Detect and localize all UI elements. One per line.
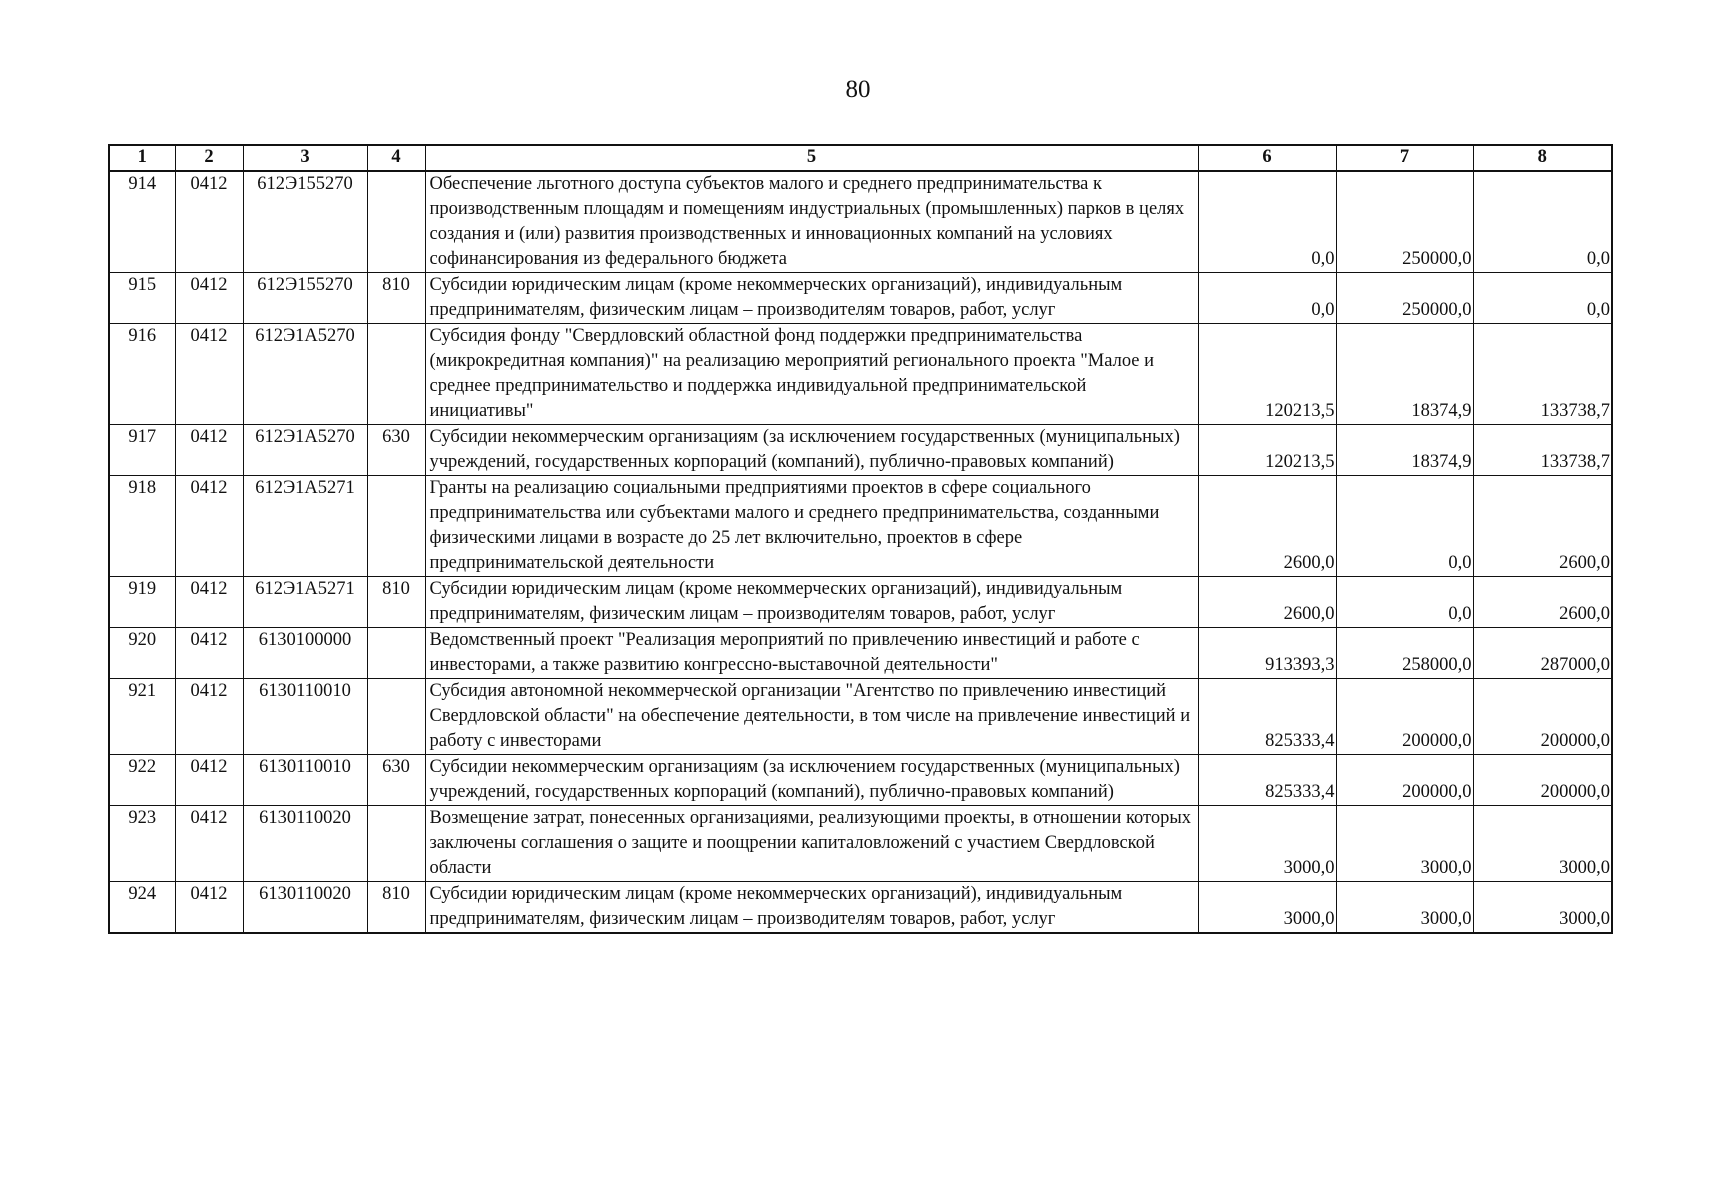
target-article-cell: 612Э1А5271 xyxy=(243,577,367,628)
amount-col8-cell: 0,0 xyxy=(1473,171,1612,273)
amount-col6-cell: 3000,0 xyxy=(1198,806,1336,882)
column-header: 5 xyxy=(425,145,1198,171)
table-row xyxy=(109,324,1612,425)
table-row xyxy=(109,755,1612,806)
target-article-cell: 612Э1А5270 xyxy=(243,425,367,476)
table-row xyxy=(109,882,1612,934)
amount-col7-cell: 250000,0 xyxy=(1336,273,1473,324)
table-row xyxy=(109,577,1612,628)
amount-col7-cell: 3000,0 xyxy=(1336,806,1473,882)
section-code-cell: 0412 xyxy=(175,273,243,324)
amount-col8-cell: 200000,0 xyxy=(1473,679,1612,755)
amount-col6-cell: 120213,5 xyxy=(1198,324,1336,425)
description-cell: Субсидии юридическим лицам (кроме некоммерческих организаций), индивидуальным предпринимателям, физическим лицам – производителям товаров, работ, услуг xyxy=(425,273,1198,324)
description-cell: Ведомственный проект "Реализация мероприятий по привлечению инвестиций и работе с инвесторами, а также развитию конгрессно-выставочной деятельности" xyxy=(425,628,1198,679)
amount-col6-cell: 825333,4 xyxy=(1198,679,1336,755)
section-code-cell: 0412 xyxy=(175,806,243,882)
target-article-cell: 6130110010 xyxy=(243,755,367,806)
target-article-cell: 612Э155270 xyxy=(243,171,367,273)
target-article-cell: 612Э1А5271 xyxy=(243,476,367,577)
amount-col6-cell: 2600,0 xyxy=(1198,577,1336,628)
target-article-cell: 612Э1А5270 xyxy=(243,324,367,425)
amount-col7-cell: 0,0 xyxy=(1336,476,1473,577)
table-row xyxy=(109,273,1612,324)
row-number-cell: 920 xyxy=(109,628,175,679)
amount-col8-cell: 133738,7 xyxy=(1473,425,1612,476)
amount-col7-cell: 200000,0 xyxy=(1336,755,1473,806)
row-number-cell: 918 xyxy=(109,476,175,577)
amount-col8-cell: 0,0 xyxy=(1473,273,1612,324)
target-article-cell: 6130110020 xyxy=(243,806,367,882)
amount-col8-cell: 3000,0 xyxy=(1473,806,1612,882)
amount-col7-cell: 0,0 xyxy=(1336,577,1473,628)
row-number-cell: 924 xyxy=(109,882,175,934)
amount-col6-cell: 2600,0 xyxy=(1198,476,1336,577)
amount-col8-cell: 133738,7 xyxy=(1473,324,1612,425)
amount-col6-cell: 825333,4 xyxy=(1198,755,1336,806)
description-cell: Возмещение затрат, понесенных организациями, реализующими проекты, в отношении которых заключены соглашения о защите и поощрении капиталовложений с участием Свердловской области xyxy=(425,806,1198,882)
table-row xyxy=(109,476,1612,577)
amount-col6-cell: 0,0 xyxy=(1198,273,1336,324)
table-row xyxy=(109,806,1612,882)
expense-type-cell: 810 xyxy=(367,273,425,324)
section-code-cell: 0412 xyxy=(175,324,243,425)
expense-type-cell xyxy=(367,324,425,425)
amount-col6-cell: 913393,3 xyxy=(1198,628,1336,679)
column-header: 6 xyxy=(1198,145,1336,171)
amount-col6-cell: 3000,0 xyxy=(1198,882,1336,934)
expense-type-cell xyxy=(367,171,425,273)
row-number-cell: 917 xyxy=(109,425,175,476)
expense-type-cell: 630 xyxy=(367,755,425,806)
section-code-cell: 0412 xyxy=(175,425,243,476)
description-cell: Субсидия фонду "Свердловский областной фонд поддержки предпринимательства (микрокредитная компания)" на реализацию мероприятий регионального проекта "Малое и среднее предпринимательство и поддержка индивидуальной предпринимательской инициативы" xyxy=(425,324,1198,425)
section-code-cell: 0412 xyxy=(175,679,243,755)
amount-col7-cell: 18374,9 xyxy=(1336,324,1473,425)
expense-type-cell: 630 xyxy=(367,425,425,476)
amount-col8-cell: 3000,0 xyxy=(1473,882,1612,934)
amount-col7-cell: 18374,9 xyxy=(1336,425,1473,476)
target-article-cell: 6130110020 xyxy=(243,882,367,934)
expense-type-cell xyxy=(367,628,425,679)
amount-col6-cell: 0,0 xyxy=(1198,171,1336,273)
row-number-cell: 921 xyxy=(109,679,175,755)
amount-col6-cell: 120213,5 xyxy=(1198,425,1336,476)
section-code-cell: 0412 xyxy=(175,577,243,628)
budget-table xyxy=(108,144,1613,934)
row-number-cell: 914 xyxy=(109,171,175,273)
column-header: 7 xyxy=(1336,145,1473,171)
amount-col7-cell: 258000,0 xyxy=(1336,628,1473,679)
section-code-cell: 0412 xyxy=(175,755,243,806)
amount-col7-cell: 200000,0 xyxy=(1336,679,1473,755)
column-header: 2 xyxy=(175,145,243,171)
amount-col8-cell: 2600,0 xyxy=(1473,577,1612,628)
description-cell: Субсидии некоммерческим организациям (за исключением государственных (муниципальных) учреждений, государственных корпораций (компаний), публично-правовых компаний) xyxy=(425,755,1198,806)
table-row xyxy=(109,628,1612,679)
expense-type-cell: 810 xyxy=(367,882,425,934)
amount-col7-cell: 250000,0 xyxy=(1336,171,1473,273)
description-cell: Субсидия автономной некоммерческой организации "Агентство по привлечению инвестиций Свердловской области" на обеспечение деятельности, в том числе на привлечение инвестиций и работу с инвесторами xyxy=(425,679,1198,755)
section-code-cell: 0412 xyxy=(175,171,243,273)
description-cell: Субсидии некоммерческим организациям (за исключением государственных (муниципальных) учреждений, государственных корпораций (компаний), публично-правовых компаний) xyxy=(425,425,1198,476)
description-cell: Обеспечение льготного доступа субъектов малого и среднего предпринимательства к производственным площадям и помещениям индустриальных (промышленных) парков в целях создания и (или) развития производственных и инновационных компаний на условиях софинансирования из федерального бюджета xyxy=(425,171,1198,273)
row-number-cell: 915 xyxy=(109,273,175,324)
row-number-cell: 916 xyxy=(109,324,175,425)
target-article-cell: 612Э155270 xyxy=(243,273,367,324)
row-number-cell: 923 xyxy=(109,806,175,882)
section-code-cell: 0412 xyxy=(175,628,243,679)
section-code-cell: 0412 xyxy=(175,882,243,934)
description-cell: Субсидии юридическим лицам (кроме некоммерческих организаций), индивидуальным предпринимателям, физическим лицам – производителям товаров, работ, услуг xyxy=(425,882,1198,934)
row-number-cell: 922 xyxy=(109,755,175,806)
row-number-cell: 919 xyxy=(109,577,175,628)
expense-type-cell xyxy=(367,476,425,577)
table-row xyxy=(109,425,1612,476)
description-cell: Гранты на реализацию социальными предприятиями проектов в сфере социального предпринимательства или субъектами малого и среднего предпринимательства, созданными физическими лицами в возрасте до 25 лет включительно, проектов в сфере предпринимательской деятельности xyxy=(425,476,1198,577)
amount-col8-cell: 2600,0 xyxy=(1473,476,1612,577)
section-code-cell: 0412 xyxy=(175,476,243,577)
target-article-cell: 6130100000 xyxy=(243,628,367,679)
column-header: 3 xyxy=(243,145,367,171)
amount-col7-cell: 3000,0 xyxy=(1336,882,1473,934)
amount-col8-cell: 200000,0 xyxy=(1473,755,1612,806)
expense-type-cell xyxy=(367,806,425,882)
table-row xyxy=(109,679,1612,755)
table-row xyxy=(109,171,1612,273)
description-cell: Субсидии юридическим лицам (кроме некоммерческих организаций), индивидуальным предпринимателям, физическим лицам – производителям товаров, работ, услуг xyxy=(425,577,1198,628)
expense-type-cell xyxy=(367,679,425,755)
page-number: 80 xyxy=(845,76,871,103)
column-header: 8 xyxy=(1473,145,1612,171)
column-header: 4 xyxy=(367,145,425,171)
column-header: 1 xyxy=(109,145,175,171)
table-header-row xyxy=(109,145,1612,171)
amount-col8-cell: 287000,0 xyxy=(1473,628,1612,679)
target-article-cell: 6130110010 xyxy=(243,679,367,755)
expense-type-cell: 810 xyxy=(367,577,425,628)
